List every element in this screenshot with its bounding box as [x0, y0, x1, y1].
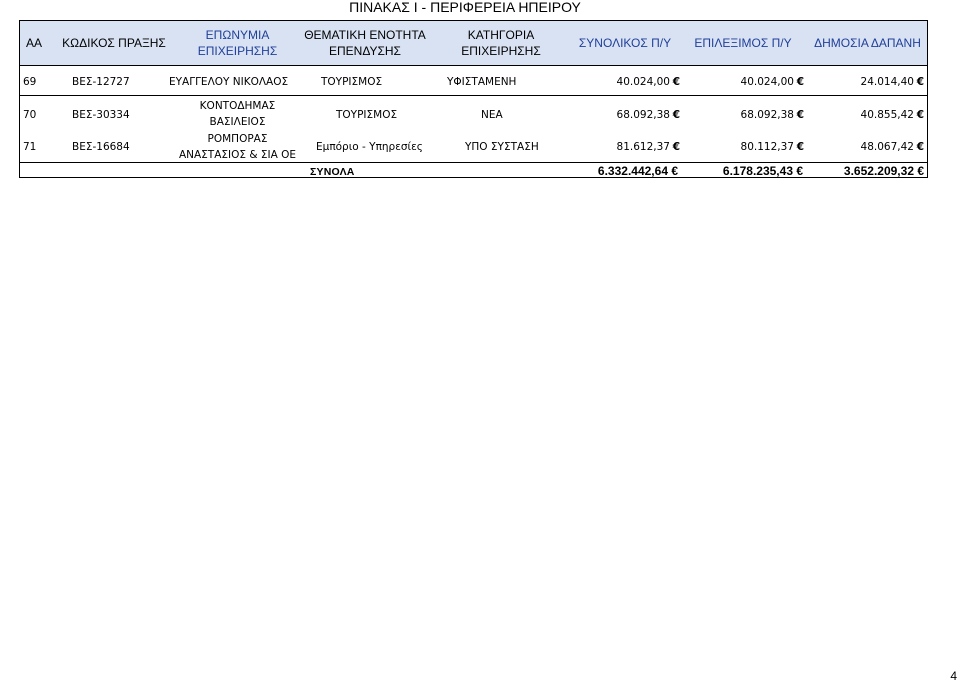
- header-total-budget: ΣΥΝΟΛΙΚΟΣ Π/Υ: [578, 36, 672, 50]
- row-69-code: ΒΕΣ-12727: [72, 76, 130, 88]
- header-category-line-1: ΚΑΤΗΓΟΡΙΑ: [467, 28, 535, 42]
- amount-value: 24.014,40: [860, 76, 914, 88]
- row-71-eligible-budget: [694, 140, 804, 154]
- euro-icon: €: [916, 109, 924, 121]
- amount-value: 6.178.235,43: [722, 164, 793, 178]
- row-69-category: ΥΦΙΣΤΑΜΕΝΗ: [447, 76, 517, 88]
- row-69-total-budget: [580, 75, 680, 89]
- totals-label: ΣΥΝΟΛΑ: [310, 166, 355, 178]
- amount-value: 80.112,37: [740, 141, 794, 153]
- euro-icon: €: [916, 141, 924, 153]
- row-70-company-line-1: ΚΟΝΤΟΔΗΜΑΣ: [199, 100, 276, 112]
- totals-divider: [20, 162, 927, 163]
- header-company-line-2: ΕΠΙΧΕΙΡΗΣΗΣ: [197, 44, 278, 58]
- euro-icon: €: [672, 109, 680, 121]
- amount-value: 68.092,38: [740, 109, 794, 121]
- row-70-eligible-budget: [694, 108, 804, 122]
- header-aa: ΑΑ: [25, 36, 42, 50]
- row-71-company-line-1: ΡΟΜΠΟΡΑΣ: [207, 133, 268, 145]
- row-70-public-expense: [810, 108, 924, 122]
- header-category: [442, 21, 560, 65]
- header-theme-line-1: ΘΕΜΑΤΙΚΗ ΕΝΟΤΗΤΑ: [304, 28, 426, 42]
- header-eligible-budget: ΕΠΙΛΕΞΙΜΟΣ Π/Υ: [694, 36, 792, 50]
- header-company-line-1: ΕΠΩΝΥΜΙΑ: [205, 28, 270, 42]
- row-69-aa: 69: [23, 76, 37, 88]
- header-category-line-2: ΕΠΙΧΕΙΡΗΣΗΣ: [461, 44, 541, 58]
- row-71-aa: 71: [23, 141, 37, 153]
- row-divider: [20, 95, 927, 96]
- amount-value: 40.024,00: [740, 76, 794, 88]
- euro-icon: €: [796, 164, 803, 178]
- euro-icon: €: [796, 76, 804, 88]
- totals-eligible-budget: [688, 164, 803, 178]
- row-71-code: ΒΕΣ-16684: [72, 141, 130, 153]
- funding-table: [19, 20, 928, 178]
- header-theme: [304, 21, 426, 65]
- table-title: ΠΙΝΑΚΑΣ Ι - ΠΕΡΙΦΕΡΕΙΑ ΗΠΕΙΡΟΥ: [349, 0, 581, 15]
- row-70-category: ΝΕΑ: [481, 109, 503, 121]
- header-theme-line-2: ΕΠΕΝΔΥΣΗΣ: [329, 44, 401, 58]
- euro-icon: €: [672, 76, 680, 88]
- row-70-code: ΒΕΣ-30334: [72, 109, 130, 121]
- amount-value: 3.652.209,32: [843, 164, 914, 178]
- euro-icon: €: [671, 164, 678, 178]
- row-71-theme: Εμπόριο - Υπηρεσίες: [316, 141, 423, 153]
- amount-value: 6.332.442,64: [597, 164, 668, 178]
- totals-total-budget: [574, 164, 678, 178]
- euro-icon: €: [917, 164, 924, 178]
- totals-public-expense: [810, 164, 924, 178]
- table-header: [20, 21, 927, 66]
- amount-value: 68.092,38: [616, 109, 670, 121]
- header-company: [180, 21, 295, 65]
- row-71-category: ΥΠΟ ΣΥΣΤΑΣΗ: [465, 141, 539, 153]
- amount-value: 81.612,37: [616, 141, 670, 153]
- row-71-public-expense: [810, 140, 924, 154]
- amount-value: 40.024,00: [616, 76, 670, 88]
- row-69-theme: ΤΟΥΡΙΣΜΟΣ: [321, 76, 383, 88]
- amount-value: 40.855,42: [860, 109, 914, 121]
- row-69-public-expense: [810, 75, 924, 89]
- row-70-company-line-2: ΒΑΣΙΛΕΙΟΣ: [209, 116, 266, 128]
- row-69-eligible-budget: [694, 75, 804, 89]
- row-70-total-budget: [580, 108, 680, 122]
- amount-value: 48.067,42: [860, 141, 914, 153]
- header-public-expense: ΔΗΜΟΣΙΑ ΔΑΠΑΝΗ: [814, 36, 921, 50]
- row-71-company-line-2: ΑΝΑΣΤΑΣΙΟΣ & ΣΙΑ ΟΕ: [178, 149, 297, 161]
- header-code: ΚΩΔΙΚΟΣ ΠΡΑΞΗΣ: [62, 36, 166, 50]
- row-70-aa: 70: [23, 109, 37, 121]
- row-71-total-budget: [580, 140, 680, 154]
- euro-icon: €: [672, 141, 680, 153]
- row-70-theme: ΤΟΥΡΙΣΜΟΣ: [336, 109, 398, 121]
- row-69-company: ΕΥΑΓΓΕΛΟΥ ΝΙΚΟΛΑΟΣ: [169, 76, 289, 88]
- euro-icon: €: [916, 76, 924, 88]
- euro-icon: €: [796, 141, 804, 153]
- page-number: 4: [950, 669, 957, 683]
- euro-icon: €: [796, 109, 804, 121]
